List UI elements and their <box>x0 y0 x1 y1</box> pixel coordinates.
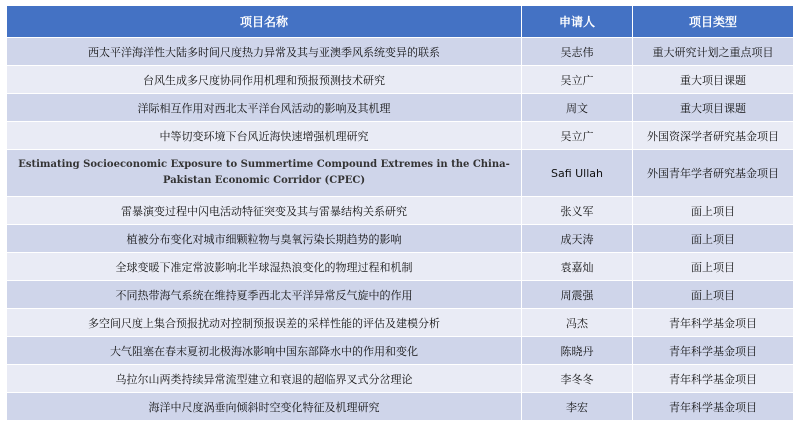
applicant-cell: Safi Ullah <box>522 150 633 197</box>
table-row <box>7 253 794 281</box>
project-name-cell: 全球变暖下准定常波影响北半球湿热浪变化的物理过程和机制 <box>7 253 522 281</box>
project-type-cell: 青年科学基金项目 <box>633 337 794 365</box>
applicant-cell: 吴立广 <box>522 122 633 150</box>
header-applicant: 申请人 <box>522 6 633 38</box>
table-row <box>7 337 794 365</box>
project-name-cell: 多空间尺度上集合预报扰动对控制预报误差的采样性能的评估及建模分析 <box>7 309 522 337</box>
project-name-cell: 大气阻塞在春末夏初北极海冰影响中国东部降水中的作用和变化 <box>7 337 522 365</box>
project-name-cell: Estimating Socioeconomic Exposure to Summertime Compound Extremes in the China-Pakistan Economic Corridor (CPEC) <box>7 150 522 197</box>
project-name-cell: 海洋中尺度涡垂向倾斜时空变化特征及机理研究 <box>7 393 522 421</box>
applicant-cell: 周文 <box>522 94 633 122</box>
project-type-cell: 面上项目 <box>633 225 794 253</box>
table-row <box>7 365 794 393</box>
project-name-cell: 中等切变环境下台风近海快速增强机理研究 <box>7 122 522 150</box>
applicant-cell: 冯杰 <box>522 309 633 337</box>
applicant-cell: 李冬冬 <box>522 365 633 393</box>
applicant-cell: 陈晓丹 <box>522 337 633 365</box>
project-name-cell: 西太平洋海洋性大陆多时间尺度热力异常及其与亚澳季风系统变异的联系 <box>7 38 522 66</box>
project-name-cell: 乌拉尔山两类持续异常流型建立和衰退的超临界叉式分岔理论 <box>7 365 522 393</box>
project-name-cell: 台风生成多尺度协同作用机理和预报预测技术研究 <box>7 66 522 94</box>
applicant-cell: 袁嘉灿 <box>522 253 633 281</box>
table-row <box>7 281 794 309</box>
applicant-cell: 周震强 <box>522 281 633 309</box>
project-name-cell: 洋际相互作用对西北太平洋台风活动的影响及其机理 <box>7 94 522 122</box>
project-type-cell: 重大项目课题 <box>633 66 794 94</box>
project-name-cell: 植被分布变化对城市细颗粒物与臭氧污染长期趋势的影响 <box>7 225 522 253</box>
project-type-cell: 外国资深学者研究基金项目 <box>633 122 794 150</box>
applicant-cell: 张义军 <box>522 197 633 225</box>
table-row <box>7 225 794 253</box>
project-type-cell: 外国青年学者研究基金项目 <box>633 150 794 197</box>
project-type-cell: 青年科学基金项目 <box>633 309 794 337</box>
table-header-row <box>7 6 794 38</box>
project-type-cell: 面上项目 <box>633 281 794 309</box>
table-row <box>7 309 794 337</box>
table-row <box>7 150 794 197</box>
project-type-cell: 重大项目课题 <box>633 94 794 122</box>
project-type-cell: 面上项目 <box>633 253 794 281</box>
header-project-type: 项目类型 <box>633 6 794 38</box>
project-table <box>6 5 794 421</box>
project-type-cell: 重大研究计划之重点项目 <box>633 38 794 66</box>
project-type-cell: 青年科学基金项目 <box>633 365 794 393</box>
project-name-cell: 雷暴演变过程中闪电活动特征突变及其与雷暴结构关系研究 <box>7 197 522 225</box>
header-project-name: 项目名称 <box>7 6 522 38</box>
table-row <box>7 94 794 122</box>
project-type-cell: 青年科学基金项目 <box>633 393 794 421</box>
project-table-container <box>6 5 793 421</box>
applicant-cell: 李宏 <box>522 393 633 421</box>
table-row <box>7 38 794 66</box>
table-row <box>7 66 794 94</box>
applicant-cell: 吴立广 <box>522 66 633 94</box>
project-type-cell: 面上项目 <box>633 197 794 225</box>
table-row <box>7 393 794 421</box>
applicant-cell: 吴志伟 <box>522 38 633 66</box>
table-row <box>7 197 794 225</box>
project-name-cell: 不同热带海气系统在维持夏季西北太平洋异常反气旋中的作用 <box>7 281 522 309</box>
applicant-cell: 成天涛 <box>522 225 633 253</box>
table-row <box>7 122 794 150</box>
